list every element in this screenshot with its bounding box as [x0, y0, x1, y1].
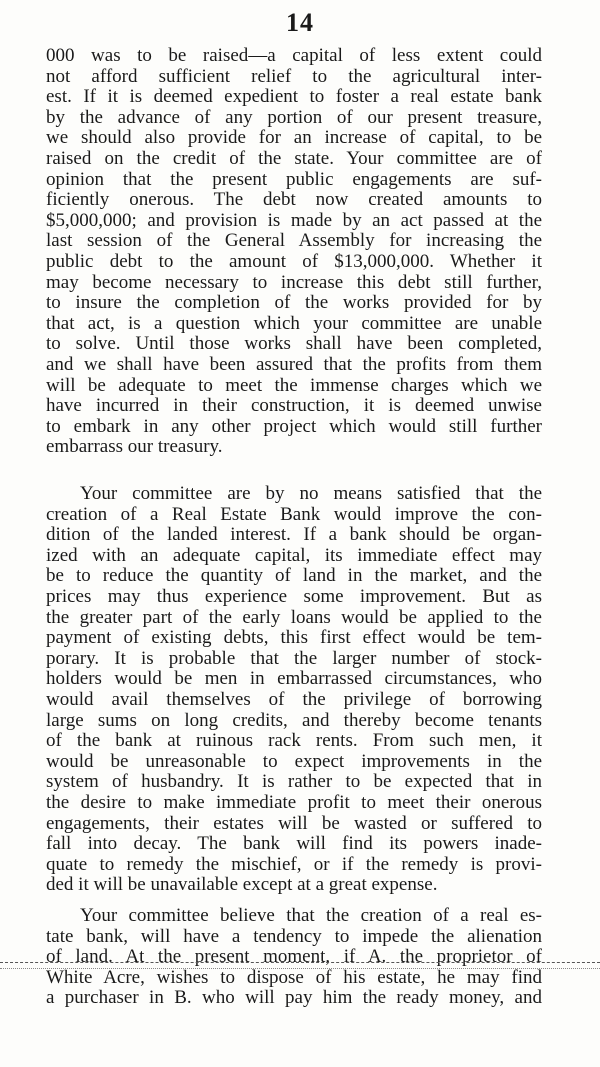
page-number: 14: [286, 8, 314, 37]
text-line: tate bank, will have a tendency to impede the alienation: [46, 926, 542, 947]
text-line: ficiently onerous. The debt now created amounts to: [46, 190, 542, 211]
text-line: have incurred in their construction, it is deemed unwise: [46, 396, 542, 417]
text-line: ded it will be unavailable except at a great expense.: [46, 875, 438, 896]
text-line: $5,000,000; and provision is made by an act passed at the: [46, 210, 542, 231]
text-line: the greater part of the early loans would be applied to the: [46, 607, 542, 628]
text-line: the desire to make immediate profit to meet their onerous: [46, 792, 542, 813]
text-line: raised on the credit of the state. Your committee are of: [46, 148, 542, 169]
text-line: prices may thus experience some improvement. But as: [46, 586, 542, 607]
text-line: that act, is a question which your committee are unable: [46, 313, 542, 334]
text-line: Your committee are by no means satisfied that the: [80, 484, 542, 504]
text-line: Your committee believe that the creation of a real es-: [80, 906, 542, 926]
text-line: est. If it is deemed expedient to foster a real estate bank: [46, 87, 542, 108]
paragraph-3: [46, 906, 542, 1009]
text-line: and we shall have been assured that the profits from them: [46, 354, 542, 375]
text-line: may become necessary to increase this debt still further,: [46, 272, 542, 293]
text-line: by the advance of any portion of our present treasure,: [46, 107, 542, 128]
text-line: 000 was to be raised—a capital of less extent could: [46, 46, 542, 66]
text-line: porary. It is probable that the larger number of stock-: [46, 648, 542, 669]
text-line: large sums on long credits, and thereby become tenants: [46, 710, 542, 731]
text-line: opinion that the present public engagements are suf-: [46, 169, 542, 190]
text-line: ized with an adequate capital, its immediate effect may: [46, 545, 542, 566]
text-line: system of husbandry. It is rather to be expected that in: [46, 772, 542, 793]
text-line: to embark in any other project which would still further: [46, 416, 542, 437]
text-line: holders would be men in embarrassed circumstances, who: [46, 669, 542, 690]
text-line: be to reduce the quantity of land in the market, and the: [46, 566, 542, 587]
text-line: payment of existing debts, this first effect would be tem-: [46, 628, 542, 649]
scan-fold-line: [0, 968, 600, 969]
paragraph-2: [46, 484, 542, 896]
text-line: dition of the landed interest. If a bank should be organ-: [46, 525, 542, 546]
text-line: engagements, their estates will be wasted or suffered to: [46, 813, 542, 834]
text-line: would be unreasonable to expect improvements in the: [46, 751, 542, 772]
scan-fold-line: [0, 962, 600, 963]
text-line: embarrass our treasury.: [46, 437, 223, 458]
paragraph-1: [46, 46, 542, 458]
text-line: of the bank at ruinous rack rents. From such men, it: [46, 731, 542, 752]
text-line: fall into decay. The bank will find its powers inade-: [46, 834, 542, 855]
text-line: would avail themselves of the privilege of borrowing: [46, 689, 542, 710]
text-line: to insure the completion of the works provided for by: [46, 293, 542, 314]
text-line: a purchaser in B. who will pay him the ready money, and: [46, 988, 542, 1009]
text-line: we should also provide for an increase of capital, to be: [46, 128, 542, 149]
text-line: of land. At the present moment, if A. the proprietor of: [46, 947, 542, 968]
text-line: will be adequate to meet the immense charges which we: [46, 375, 542, 396]
text-line: quate to remedy the mischief, or if the remedy is provi-: [46, 854, 542, 875]
text-line: last session of the General Assembly for increasing the: [46, 231, 542, 252]
text-line: public debt to the amount of $13,000,000. Whether it: [46, 251, 542, 272]
text-line: creation of a Real Estate Bank would improve the con-: [46, 504, 542, 525]
text-line: to solve. Until those works shall have been completed,: [46, 334, 542, 355]
text-line: not afford sufficient relief to the agricultural inter-: [46, 66, 542, 87]
text-line: White Acre, wishes to dispose of his estate, he may find: [46, 967, 542, 988]
